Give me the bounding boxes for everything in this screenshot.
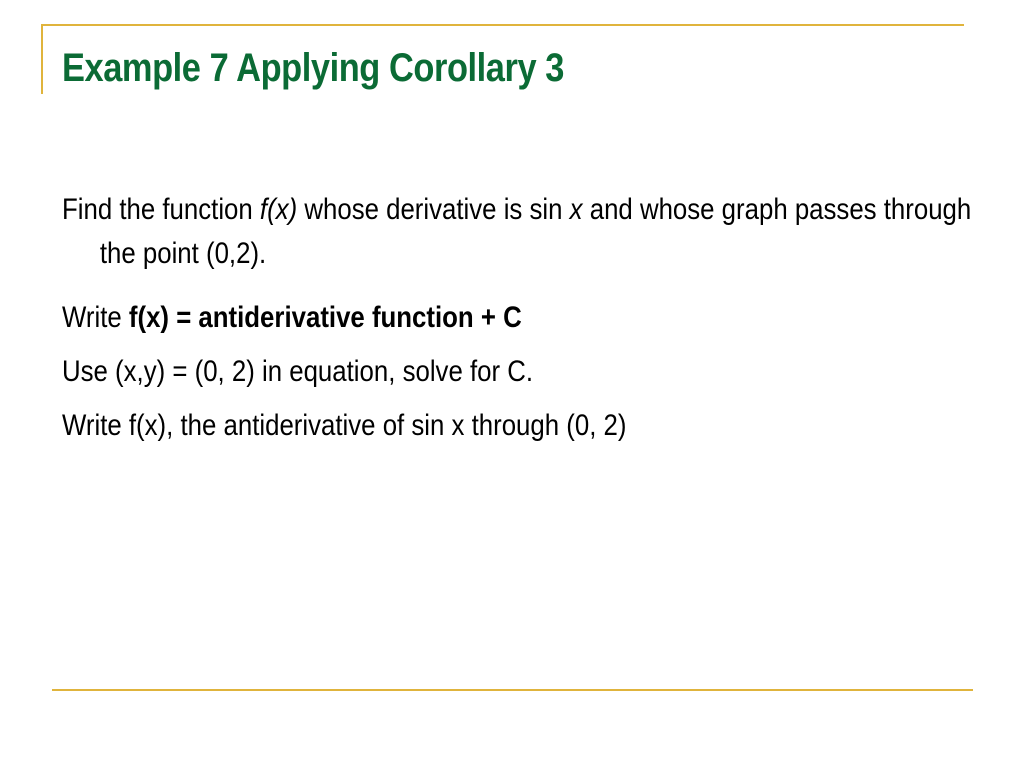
step-write-formula: f(x) = antiderivative function + C: [128, 301, 522, 334]
problem-text-part2: whose derivative is sin: [297, 193, 570, 226]
accent-line-bottom: [52, 689, 973, 691]
problem-statement: [62, 188, 986, 276]
problem-text-part3: and whose graph passes through the point (0,2).: [99, 193, 972, 270]
accent-line-top: [41, 24, 964, 26]
problem-text-part1: Find the function: [62, 193, 260, 226]
paragraph-gap: [62, 276, 819, 296]
variable-x: x: [569, 193, 583, 226]
step-write-result: Write f(x), the antiderivative of sin x through (0, 2): [62, 409, 627, 442]
step-write-prefix: Write: [62, 301, 129, 334]
slide-title: Example 7 Applying Corollary 3: [62, 46, 564, 90]
step-solve-c: Use (x,y) = (0, 2) in equation, solve for C.: [62, 355, 534, 388]
step-write-equation: [62, 296, 819, 340]
slide-body: [62, 188, 972, 448]
function-fx: f(x): [259, 193, 298, 226]
accent-line-vertical: [41, 24, 43, 94]
